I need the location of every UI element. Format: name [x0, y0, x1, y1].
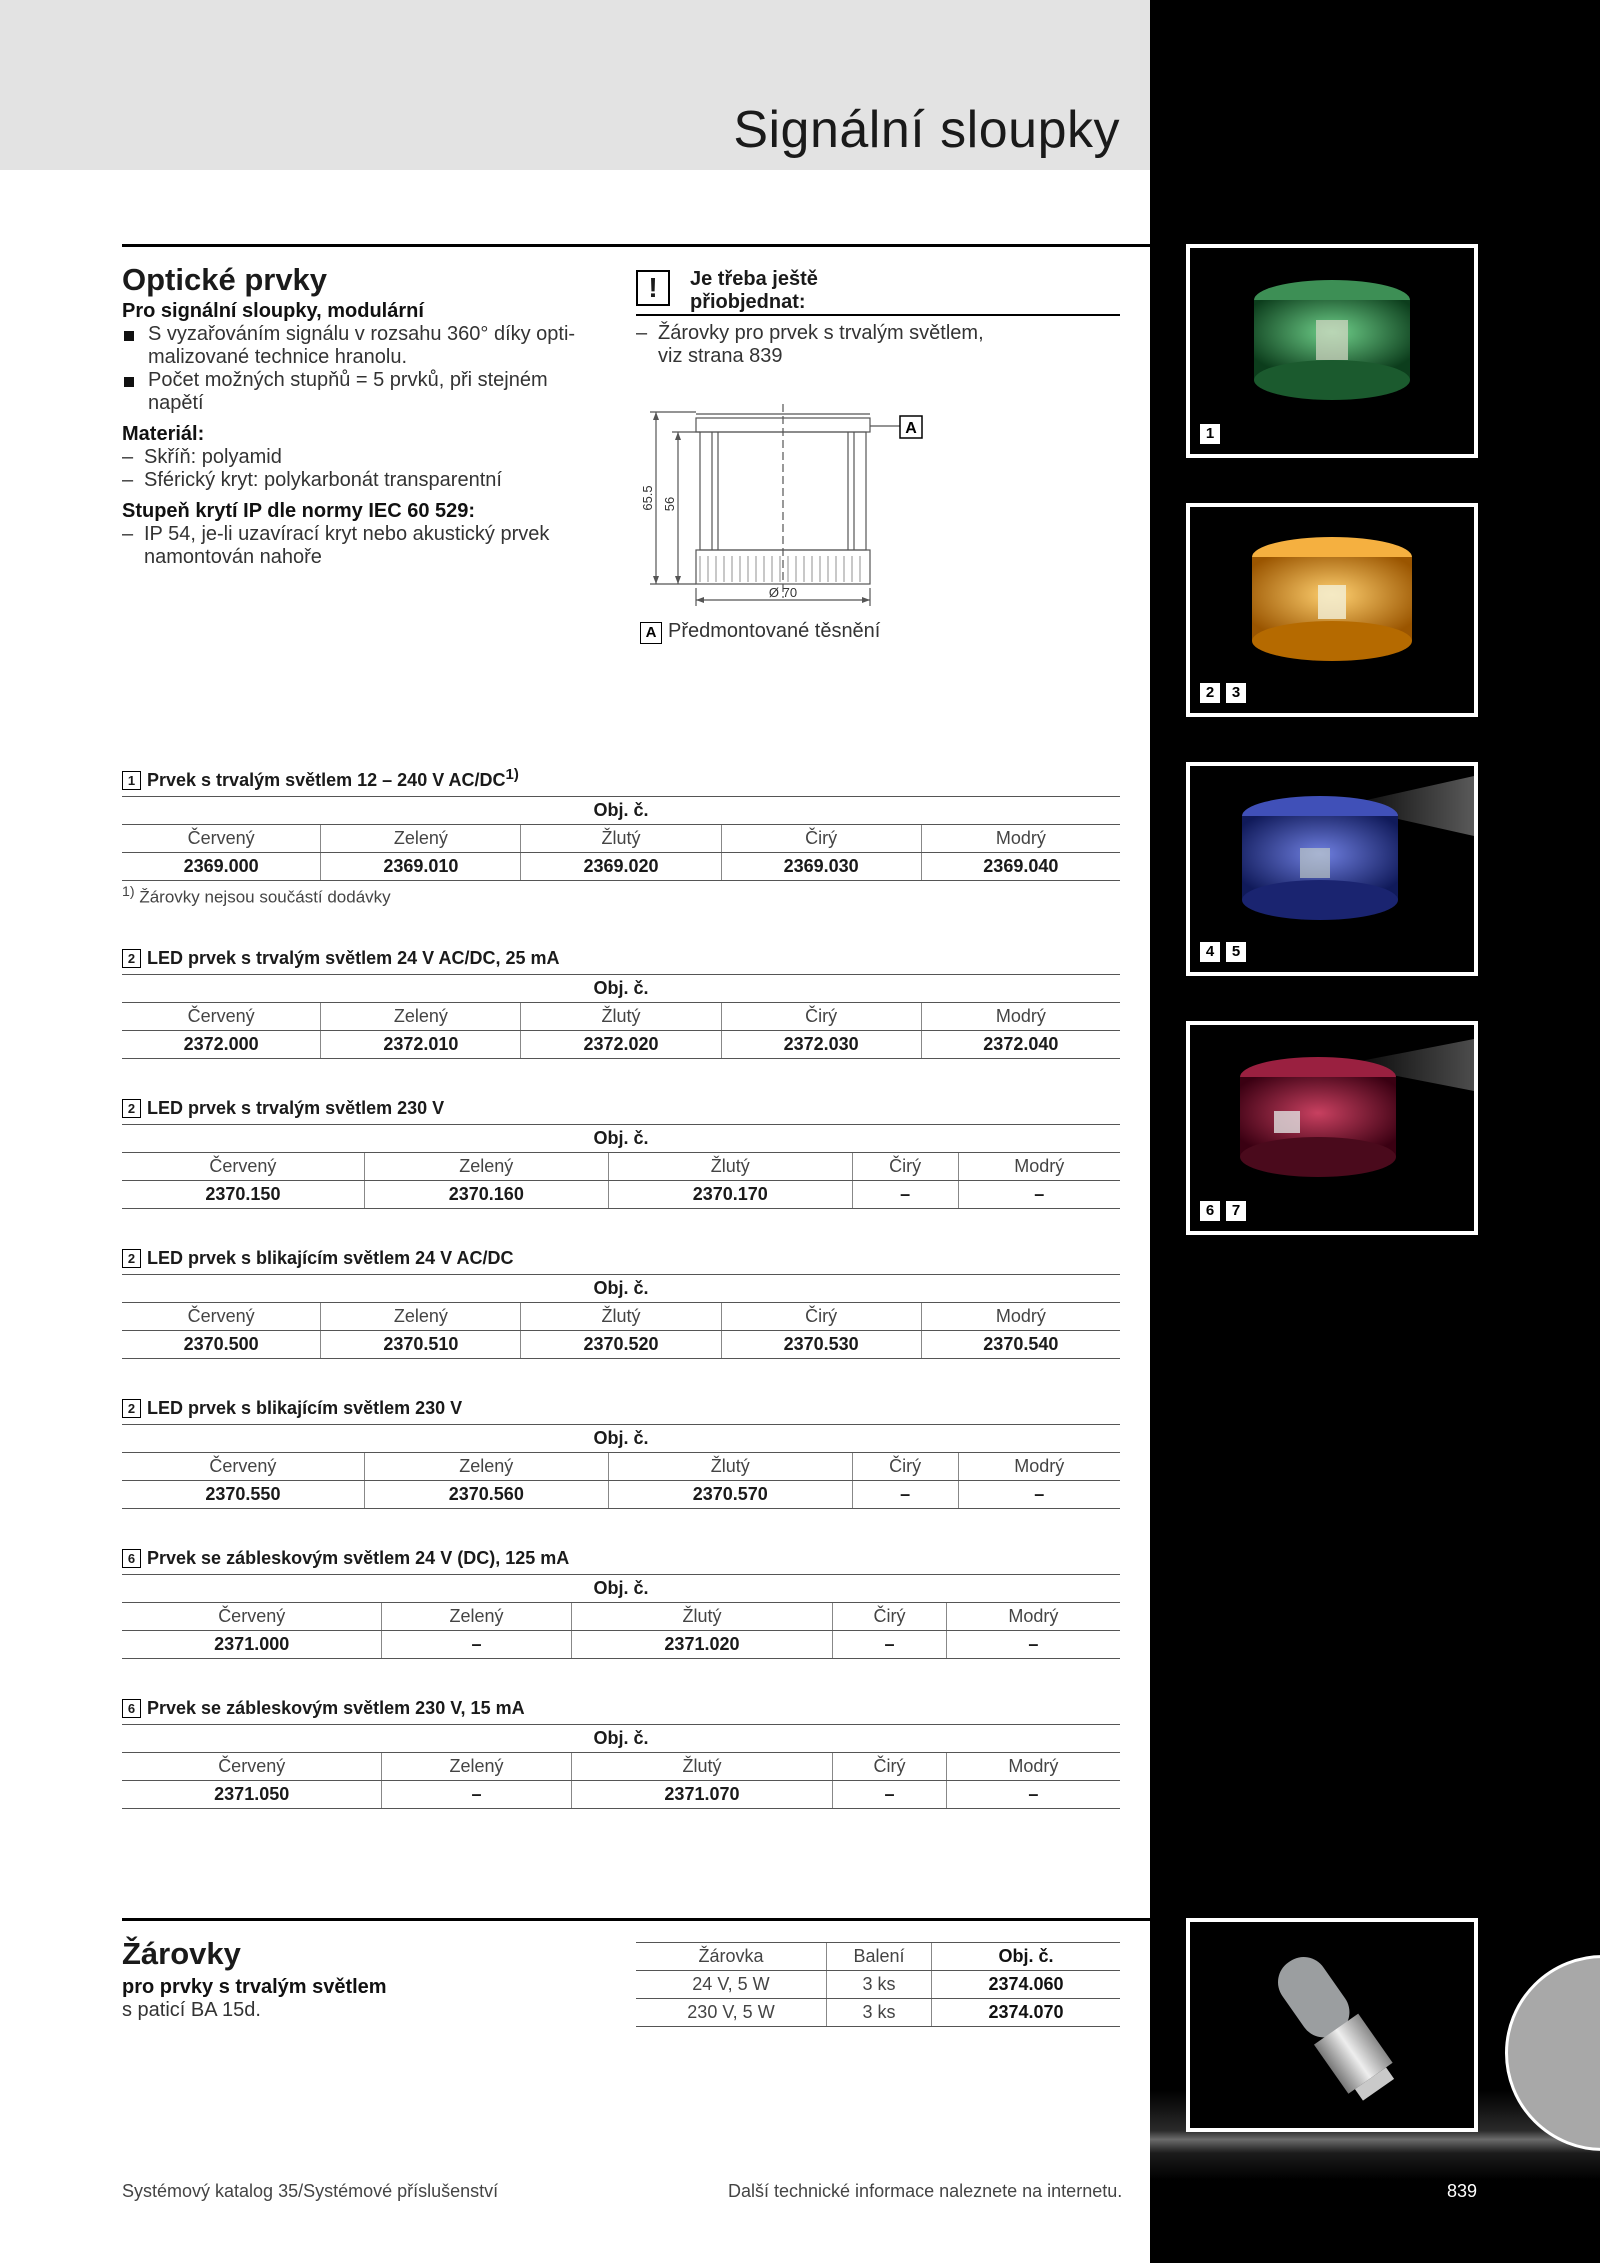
dim-inner-label: 56 [662, 496, 677, 512]
notice-item-line: Žárovky pro prvek s trvalým světlem, [658, 322, 984, 344]
table-title-text: Prvek s trvalým světlem 12 – 240 V AC/DC [147, 770, 506, 790]
order-code-cell: 2370.500 [122, 1331, 321, 1359]
table-title-text: LED prvek s blikajícím světlem 230 V [147, 1398, 463, 1418]
photo-num: 2 [1200, 683, 1220, 703]
ip-list [122, 523, 592, 569]
order-code-cell: 2370.540 [921, 1331, 1120, 1359]
color-cell: Červený [122, 1453, 364, 1481]
bulbs-row [636, 1999, 1120, 2027]
exclamation-icon: ! [636, 270, 670, 306]
notice-title [690, 268, 818, 314]
order-code-cell: 2371.000 [122, 1631, 382, 1659]
color-cell: Červený [122, 1003, 321, 1031]
ref-number-box: 1 [122, 771, 141, 790]
table-header-row [122, 797, 1120, 825]
ref-number-box: 2 [122, 1399, 141, 1418]
notice-item: – Žárovky pro prvek s trvalým světlem, viz strana 839 [636, 322, 1120, 368]
order-code-cell: 2369.010 [321, 853, 521, 881]
color-row [122, 1753, 1120, 1781]
optics-subtitle: Pro signální sloupky, modulární [122, 300, 424, 322]
order-table [122, 796, 1120, 881]
color-cell: Zelený [321, 1003, 521, 1031]
material-list [122, 446, 592, 492]
order-code-cell: 2370.570 [608, 1481, 852, 1509]
order-code-cell: 2370.510 [321, 1331, 521, 1359]
notice-rule [636, 314, 1120, 316]
table-title-text: Prvek se zábleskovým světlem 24 V (DC), 125 mA [147, 1548, 570, 1568]
bullet-item: Počet možných stupňů = 5 prvků, při stejném napětí [122, 369, 592, 415]
section-title: Optické prvky [122, 262, 328, 297]
color-cell: Modrý [946, 1603, 1120, 1631]
color-cell: Zelený [364, 1453, 608, 1481]
bulbs-col-header: Obj. č. [932, 1943, 1121, 1971]
dim-outer-label: 65.5 [640, 485, 655, 511]
table-header-row [122, 1125, 1120, 1153]
color-cell: Zelený [364, 1153, 608, 1181]
color-cell: Čirý [721, 825, 921, 853]
color-cell: Červený [122, 825, 321, 853]
color-cell: Čirý [721, 1303, 921, 1331]
order-code-cell: – [958, 1481, 1120, 1509]
product-photo-4 [1186, 1021, 1478, 1235]
table-title-text: LED prvek s trvalým světlem 24 V AC/DC, 25 mA [147, 948, 560, 968]
photo-num: 3 [1226, 683, 1246, 703]
order-code-cell: – [946, 1631, 1120, 1659]
color-cell: Zelený [321, 825, 521, 853]
order-code-cell: – [382, 1631, 571, 1659]
product-photo-1 [1186, 244, 1478, 458]
order-code-cell: 2370.150 [122, 1181, 364, 1209]
table-header-row [122, 1425, 1120, 1453]
order-code-cell: 2372.000 [122, 1031, 321, 1059]
color-cell: Žlutý [571, 1603, 833, 1631]
color-cell: Červený [122, 1303, 321, 1331]
order-code-cell: – [852, 1181, 958, 1209]
table-header-row [122, 1575, 1120, 1603]
code-row [122, 1631, 1120, 1659]
code-row [122, 853, 1120, 881]
table-header-row [122, 975, 1120, 1003]
table-header-row [122, 1725, 1120, 1753]
bulbs-title: Žárovky [122, 1936, 241, 1971]
order-table [122, 1124, 1120, 1209]
bulbs-row [636, 1971, 1120, 1999]
table-title [122, 1544, 569, 1569]
order-code-cell: 2369.040 [921, 853, 1120, 881]
section-rule [122, 1918, 1150, 1921]
table-title-text: LED prvek s trvalým světlem 230 V [147, 1098, 445, 1118]
order-code-cell: – [958, 1181, 1120, 1209]
color-cell: Žlutý [521, 1003, 721, 1031]
footnote-mark: 1) [122, 884, 135, 900]
green-module-image [1190, 248, 1474, 454]
code-row [122, 1181, 1120, 1209]
color-cell: Žlutý [521, 1303, 721, 1331]
order-code-cell: 2371.070 [571, 1781, 833, 1809]
table-title [122, 1694, 525, 1719]
optics-description [122, 300, 592, 569]
order-code-cell: 2369.020 [521, 853, 721, 881]
color-cell: Žlutý [571, 1753, 833, 1781]
order-code-cell: 2372.040 [921, 1031, 1120, 1059]
order-code-cell: 2369.030 [721, 853, 921, 881]
color-row [122, 1603, 1120, 1631]
order-code-cell: 2372.030 [721, 1031, 921, 1059]
bulbs-col-header: Balení [827, 1943, 932, 1971]
order-table [122, 974, 1120, 1059]
color-cell: Žlutý [608, 1453, 852, 1481]
ref-number-box: 6 [122, 1549, 141, 1568]
table-header: Obj. č. [122, 1575, 1120, 1603]
color-cell: Červený [122, 1603, 382, 1631]
color-cell: Modrý [921, 825, 1120, 853]
table-header: Obj. č. [122, 1725, 1120, 1753]
order-code-cell: 2370.560 [364, 1481, 608, 1509]
order-code-cell: 2370.520 [521, 1331, 721, 1359]
footnote [122, 884, 391, 908]
bulbs-header-row [636, 1943, 1120, 1971]
order-code-cell: 2371.050 [122, 1781, 382, 1809]
optics-bullets [122, 323, 592, 415]
ref-number-box: 6 [122, 1699, 141, 1718]
notice-title-line: Je třeba ještě [690, 268, 818, 290]
material-item: – Sférický kryt: polykarbonát transparentní [122, 469, 592, 492]
color-row [122, 825, 1120, 853]
table-header: Obj. č. [122, 1125, 1120, 1153]
order-table [122, 1424, 1120, 1509]
color-row [122, 1303, 1120, 1331]
bulbs-cell: 24 V, 5 W [636, 1971, 827, 1999]
notice-item-line: viz strana 839 [658, 345, 783, 367]
table-title [122, 1394, 462, 1419]
color-cell: Zelený [321, 1303, 521, 1331]
color-cell: Čirý [852, 1453, 958, 1481]
color-cell: Zelený [382, 1603, 571, 1631]
footnote-text: Žárovky nejsou součástí dodávky [139, 887, 391, 907]
ip-item: – IP 54, je-li uzavírací kryt nebo akustický prvek namontován nahoře [122, 523, 592, 569]
dim-diameter-label: Ø 70 [768, 585, 798, 600]
table-header: Obj. č. [122, 1425, 1120, 1453]
bullet-item: S vyzařováním signálu v rozsahu 360° díky opti-malizované technice hranolu. [122, 323, 592, 369]
table-header: Obj. č. [122, 1275, 1120, 1303]
code-row [122, 1781, 1120, 1809]
bulbs-col-header: Žárovka [636, 1943, 827, 1971]
table-title [122, 766, 519, 791]
order-code-cell: 2370.160 [364, 1181, 608, 1209]
table-header: Obj. č. [122, 975, 1120, 1003]
material-item: – Skříň: polyamid [122, 446, 592, 469]
table-title-text: Prvek se zábleskovým světlem 230 V, 15 mA [147, 1698, 525, 1718]
table-header: Obj. č. [122, 797, 1120, 825]
footnote-mark: 1) [505, 766, 519, 783]
color-cell: Žlutý [608, 1153, 852, 1181]
ref-number-box: 2 [122, 1099, 141, 1118]
ref-number-box: 2 [122, 949, 141, 968]
order-code-cell: 2369.000 [122, 853, 321, 881]
table-header-row [122, 1275, 1120, 1303]
order-code-cell: 2370.550 [122, 1481, 364, 1509]
bulb-photo [1186, 1918, 1478, 2132]
order-code-cell: – [382, 1781, 571, 1809]
order-code-cell: – [946, 1781, 1120, 1809]
color-cell: Červený [122, 1153, 364, 1181]
bulbs-table [636, 1942, 1120, 2027]
order-code-cell: 2372.020 [521, 1031, 721, 1059]
photo-num: 4 [1200, 942, 1220, 962]
ip-title: Stupeň krytí IP dle normy IEC 60 529: [122, 500, 476, 522]
dimension-drawing [636, 400, 936, 620]
code-row [122, 1481, 1120, 1509]
order-table [122, 1724, 1120, 1809]
bulbs-desc: s paticí BA 15d. [122, 1999, 261, 2021]
color-cell: Žlutý [521, 825, 721, 853]
product-photo-2 [1186, 503, 1478, 717]
bulbs-subtitle: pro prvky s trvalým světlem [122, 1976, 387, 1998]
order-code-cell: 2372.010 [321, 1031, 521, 1059]
color-cell: Modrý [958, 1453, 1120, 1481]
order-code-cell: – [833, 1631, 946, 1659]
order-table [122, 1274, 1120, 1359]
bulbs-cell: 2374.060 [932, 1971, 1121, 1999]
order-code-cell: 2371.020 [571, 1631, 833, 1659]
legend-letter: A [640, 622, 662, 644]
material-title: Materiál: [122, 423, 205, 445]
photo-num: 7 [1226, 1201, 1246, 1221]
order-code-cell: – [852, 1481, 958, 1509]
drawing-legend [640, 620, 880, 644]
color-cell: Čirý [833, 1753, 946, 1781]
legend-text: Předmontované těsnění [668, 620, 881, 642]
page-number: 839 [1447, 2181, 1478, 2201]
bulbs-cell: 3 ks [827, 1999, 932, 2027]
table-title [122, 944, 560, 969]
ref-number-box: 2 [122, 1249, 141, 1268]
color-row [122, 1003, 1120, 1031]
notice-title-line: přiobjednat: [690, 291, 806, 313]
color-cell: Modrý [958, 1153, 1120, 1181]
bulbs-cell: 3 ks [827, 1971, 932, 1999]
table-title [122, 1244, 514, 1269]
color-row [122, 1453, 1120, 1481]
table-title-text: LED prvek s blikajícím světlem 24 V AC/DC [147, 1248, 514, 1268]
order-code-cell: 2370.530 [721, 1331, 921, 1359]
bulbs-description [122, 1976, 582, 2022]
product-photo-3 [1186, 762, 1478, 976]
order-table [122, 1574, 1120, 1659]
bulb-image [1190, 1922, 1474, 2128]
section-rule [122, 244, 1150, 247]
code-row [122, 1331, 1120, 1359]
page-title: Signální sloupky [733, 101, 1120, 159]
code-row [122, 1031, 1120, 1059]
photo-num: 6 [1200, 1201, 1220, 1221]
color-cell: Modrý [946, 1753, 1120, 1781]
color-cell: Modrý [921, 1303, 1120, 1331]
color-row [122, 1153, 1120, 1181]
photo-num: 5 [1226, 942, 1246, 962]
color-cell: Zelený [382, 1753, 571, 1781]
color-cell: Čirý [833, 1603, 946, 1631]
footer-left: Systémový katalog 35/Systémové příslušenství [122, 2181, 499, 2201]
table-title [122, 1094, 444, 1119]
color-cell: Modrý [921, 1003, 1120, 1031]
order-code-cell: 2370.170 [608, 1181, 852, 1209]
callout-letter: A [905, 420, 917, 437]
photo-num: 1 [1200, 424, 1220, 444]
color-cell: Červený [122, 1753, 382, 1781]
color-cell: Čirý [721, 1003, 921, 1031]
bulbs-cell: 2374.070 [932, 1999, 1121, 2027]
bulbs-cell: 230 V, 5 W [636, 1999, 827, 2027]
color-cell: Čirý [852, 1153, 958, 1181]
order-code-cell: – [833, 1781, 946, 1809]
footer-center: Další technické informace naleznete na internetu. [728, 2181, 1123, 2201]
